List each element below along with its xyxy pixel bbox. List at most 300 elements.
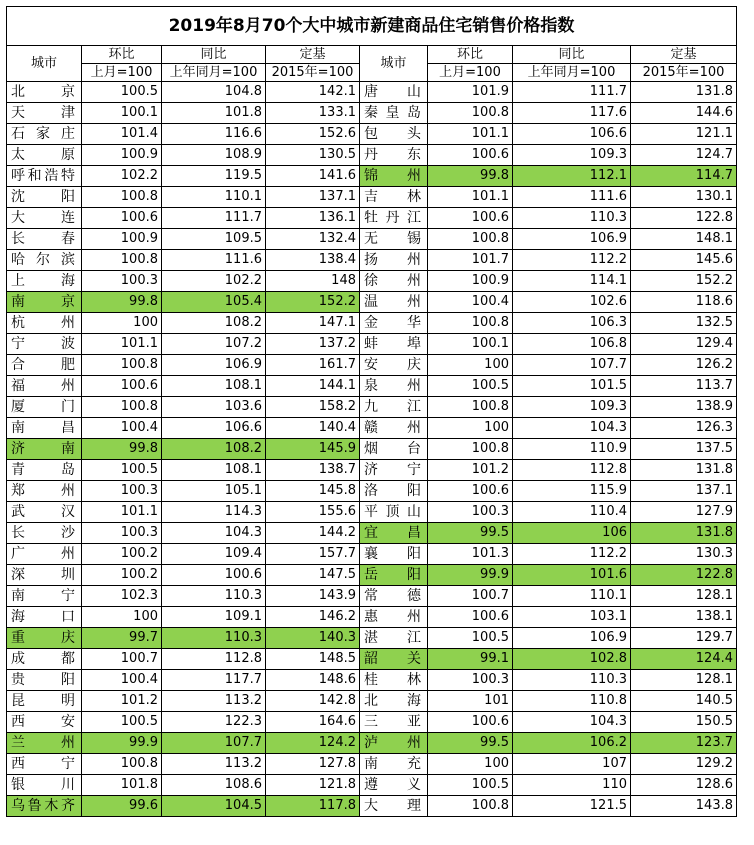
left-city-cell: 合肥 <box>7 355 82 376</box>
right-fixed-cell: 128.6 <box>631 775 737 796</box>
left-yoy-cell: 116.6 <box>162 124 266 145</box>
left-city-cell: 青岛 <box>7 460 82 481</box>
right-fixed-cell: 118.6 <box>631 292 737 313</box>
left-city-cell: 南宁 <box>7 586 82 607</box>
right-city-cell: 牡丹江 <box>360 208 428 229</box>
left-yoy-cell: 122.3 <box>162 712 266 733</box>
left-mom-cell: 100.8 <box>82 355 162 376</box>
left-yoy-cell: 106.9 <box>162 355 266 376</box>
yoy-header-left: 同比 <box>162 46 266 64</box>
left-fixed-cell: 148.6 <box>266 670 360 691</box>
right-fixed-cell: 124.7 <box>631 145 737 166</box>
right-fixed-cell: 128.1 <box>631 670 737 691</box>
right-fixed-cell: 129.4 <box>631 334 737 355</box>
table-row <box>7 649 737 670</box>
left-city-cell: 长春 <box>7 229 82 250</box>
right-city-cell: 赣州 <box>360 418 428 439</box>
left-city-cell: 昆明 <box>7 691 82 712</box>
right-mom-cell: 100.6 <box>428 607 513 628</box>
left-mom-cell: 101.1 <box>82 502 162 523</box>
right-yoy-cell: 110.4 <box>513 502 631 523</box>
left-mom-cell: 100.4 <box>82 670 162 691</box>
right-fixed-cell: 130.3 <box>631 544 737 565</box>
right-yoy-cell: 112.1 <box>513 166 631 187</box>
left-yoy-cell: 104.5 <box>162 796 266 817</box>
right-mom-cell: 101.2 <box>428 460 513 481</box>
right-yoy-cell: 106.8 <box>513 334 631 355</box>
left-city-cell: 海口 <box>7 607 82 628</box>
right-city-cell: 泸州 <box>360 733 428 754</box>
right-mom-cell: 100.8 <box>428 397 513 418</box>
left-city-cell: 沈阳 <box>7 187 82 208</box>
right-fixed-cell: 144.6 <box>631 103 737 124</box>
right-city-cell: 无锡 <box>360 229 428 250</box>
right-mom-cell: 100.8 <box>428 103 513 124</box>
right-city-cell: 襄阳 <box>360 544 428 565</box>
right-city-cell: 烟台 <box>360 439 428 460</box>
left-city-cell: 深圳 <box>7 565 82 586</box>
left-fixed-cell: 144.2 <box>266 523 360 544</box>
left-mom-cell: 101.4 <box>82 124 162 145</box>
table-row <box>7 523 737 544</box>
mom-header-left: 环比 <box>82 46 162 64</box>
left-city-cell: 广州 <box>7 544 82 565</box>
left-yoy-cell: 111.7 <box>162 208 266 229</box>
left-fixed-cell: 145.9 <box>266 439 360 460</box>
city-header-left: 城市 <box>7 46 82 82</box>
fixed-base-right: 2015年=100 <box>631 64 737 82</box>
left-yoy-cell: 103.6 <box>162 397 266 418</box>
left-mom-cell: 100.3 <box>82 481 162 502</box>
left-city-cell: 大连 <box>7 208 82 229</box>
right-city-cell: 湛江 <box>360 628 428 649</box>
left-mom-cell: 100.6 <box>82 208 162 229</box>
right-mom-cell: 100.5 <box>428 775 513 796</box>
left-mom-cell: 100.8 <box>82 250 162 271</box>
right-fixed-cell: 114.7 <box>631 166 737 187</box>
table-row <box>7 418 737 439</box>
right-fixed-cell: 145.6 <box>631 250 737 271</box>
right-yoy-cell: 121.5 <box>513 796 631 817</box>
right-yoy-cell: 106.3 <box>513 313 631 334</box>
right-yoy-cell: 112.2 <box>513 544 631 565</box>
right-yoy-cell: 110.1 <box>513 586 631 607</box>
right-city-cell: 三亚 <box>360 712 428 733</box>
left-mom-cell: 100.1 <box>82 103 162 124</box>
left-mom-cell: 100.8 <box>82 397 162 418</box>
price-index-sheet <box>6 6 737 817</box>
left-city-cell: 济南 <box>7 439 82 460</box>
right-city-cell: 丹东 <box>360 145 428 166</box>
left-fixed-cell: 146.2 <box>266 607 360 628</box>
table-row <box>7 481 737 502</box>
table-row <box>7 334 737 355</box>
left-city-cell: 长沙 <box>7 523 82 544</box>
fixed-header-left: 定基 <box>266 46 360 64</box>
left-mom-cell: 100.5 <box>82 460 162 481</box>
left-city-cell: 武汉 <box>7 502 82 523</box>
table-row <box>7 607 737 628</box>
left-yoy-cell: 108.2 <box>162 439 266 460</box>
left-city-cell: 太原 <box>7 145 82 166</box>
left-yoy-cell: 109.1 <box>162 607 266 628</box>
right-mom-cell: 100.8 <box>428 313 513 334</box>
right-fixed-cell: 138.1 <box>631 607 737 628</box>
left-city-cell: 石家庄 <box>7 124 82 145</box>
left-fixed-cell: 127.8 <box>266 754 360 775</box>
right-fixed-cell: 129.7 <box>631 628 737 649</box>
right-city-cell: 锦州 <box>360 166 428 187</box>
left-city-cell: 南京 <box>7 292 82 313</box>
right-mom-cell: 99.9 <box>428 565 513 586</box>
left-city-cell: 哈尔滨 <box>7 250 82 271</box>
left-city-cell: 呼和浩特 <box>7 166 82 187</box>
left-mom-cell: 101.1 <box>82 334 162 355</box>
right-fixed-cell: 143.8 <box>631 796 737 817</box>
left-city-cell: 兰州 <box>7 733 82 754</box>
right-yoy-cell: 103.1 <box>513 607 631 628</box>
left-fixed-cell: 148 <box>266 271 360 292</box>
left-fixed-cell: 137.1 <box>266 187 360 208</box>
left-yoy-cell: 102.2 <box>162 271 266 292</box>
left-city-cell: 宁波 <box>7 334 82 355</box>
right-city-cell: 惠州 <box>360 607 428 628</box>
right-mom-cell: 100.6 <box>428 712 513 733</box>
left-mom-cell: 100.9 <box>82 229 162 250</box>
left-yoy-cell: 104.3 <box>162 523 266 544</box>
right-city-cell: 大理 <box>360 796 428 817</box>
left-yoy-cell: 114.3 <box>162 502 266 523</box>
left-mom-cell: 99.8 <box>82 292 162 313</box>
left-fixed-cell: 136.1 <box>266 208 360 229</box>
table-row <box>7 733 737 754</box>
right-city-cell: 徐州 <box>360 271 428 292</box>
right-mom-cell: 101.9 <box>428 82 513 103</box>
left-city-cell: 西安 <box>7 712 82 733</box>
left-fixed-cell: 147.5 <box>266 565 360 586</box>
right-fixed-cell: 124.4 <box>631 649 737 670</box>
left-fixed-cell: 147.1 <box>266 313 360 334</box>
left-yoy-cell: 108.1 <box>162 376 266 397</box>
right-fixed-cell: 126.2 <box>631 355 737 376</box>
right-yoy-cell: 107.7 <box>513 355 631 376</box>
table-row <box>7 313 737 334</box>
right-fixed-cell: 140.5 <box>631 691 737 712</box>
right-yoy-cell: 101.5 <box>513 376 631 397</box>
right-fixed-cell: 132.5 <box>631 313 737 334</box>
left-yoy-cell: 109.5 <box>162 229 266 250</box>
left-city-cell: 北京 <box>7 82 82 103</box>
right-yoy-cell: 110.3 <box>513 670 631 691</box>
table-body <box>7 82 737 817</box>
left-fixed-cell: 155.6 <box>266 502 360 523</box>
table-row <box>7 292 737 313</box>
left-city-cell: 南昌 <box>7 418 82 439</box>
left-city-cell: 上海 <box>7 271 82 292</box>
right-city-cell: 九江 <box>360 397 428 418</box>
yoy-base-right: 上年同月=100 <box>513 64 631 82</box>
right-yoy-cell: 110.3 <box>513 208 631 229</box>
right-mom-cell: 99.8 <box>428 166 513 187</box>
right-fixed-cell: 121.1 <box>631 124 737 145</box>
table-row <box>7 628 737 649</box>
table-row <box>7 397 737 418</box>
table-row <box>7 229 737 250</box>
left-fixed-cell: 143.9 <box>266 586 360 607</box>
right-fixed-cell: 126.3 <box>631 418 737 439</box>
left-yoy-cell: 109.4 <box>162 544 266 565</box>
left-yoy-cell: 100.6 <box>162 565 266 586</box>
left-fixed-cell: 142.8 <box>266 691 360 712</box>
right-yoy-cell: 114.1 <box>513 271 631 292</box>
left-yoy-cell: 101.8 <box>162 103 266 124</box>
table-row <box>7 187 737 208</box>
left-city-cell: 厦门 <box>7 397 82 418</box>
left-yoy-cell: 110.1 <box>162 187 266 208</box>
left-fixed-cell: 158.2 <box>266 397 360 418</box>
yoy-header-right: 同比 <box>513 46 631 64</box>
left-yoy-cell: 110.3 <box>162 628 266 649</box>
right-fixed-cell: 131.8 <box>631 82 737 103</box>
right-fixed-cell: 137.5 <box>631 439 737 460</box>
left-yoy-cell: 107.7 <box>162 733 266 754</box>
right-yoy-cell: 106.2 <box>513 733 631 754</box>
price-index-table <box>6 6 737 817</box>
right-city-cell: 吉林 <box>360 187 428 208</box>
right-yoy-cell: 110.8 <box>513 691 631 712</box>
right-fixed-cell: 138.9 <box>631 397 737 418</box>
right-mom-cell: 100.9 <box>428 271 513 292</box>
left-fixed-cell: 130.5 <box>266 145 360 166</box>
right-yoy-cell: 104.3 <box>513 712 631 733</box>
table-row <box>7 586 737 607</box>
left-yoy-cell: 108.9 <box>162 145 266 166</box>
right-yoy-cell: 109.3 <box>513 397 631 418</box>
right-mom-cell: 100.8 <box>428 229 513 250</box>
right-city-cell: 桂林 <box>360 670 428 691</box>
right-mom-cell: 100 <box>428 355 513 376</box>
right-yoy-cell: 110.9 <box>513 439 631 460</box>
table-row <box>7 355 737 376</box>
left-mom-cell: 100.5 <box>82 712 162 733</box>
right-fixed-cell: 150.5 <box>631 712 737 733</box>
left-mom-cell: 100 <box>82 607 162 628</box>
left-fixed-cell: 145.8 <box>266 481 360 502</box>
right-fixed-cell: 148.1 <box>631 229 737 250</box>
left-city-cell: 天津 <box>7 103 82 124</box>
right-city-cell: 遵义 <box>360 775 428 796</box>
right-mom-cell: 100.3 <box>428 670 513 691</box>
table-row <box>7 376 737 397</box>
right-fixed-cell: 137.1 <box>631 481 737 502</box>
left-yoy-cell: 119.5 <box>162 166 266 187</box>
right-mom-cell: 100.6 <box>428 145 513 166</box>
left-mom-cell: 99.9 <box>82 733 162 754</box>
left-fixed-cell: 141.6 <box>266 166 360 187</box>
left-city-cell: 成都 <box>7 649 82 670</box>
mom-header-right: 环比 <box>428 46 513 64</box>
left-fixed-cell: 137.2 <box>266 334 360 355</box>
right-mom-cell: 99.1 <box>428 649 513 670</box>
right-city-cell: 包头 <box>360 124 428 145</box>
right-fixed-cell: 127.9 <box>631 502 737 523</box>
right-mom-cell: 100 <box>428 754 513 775</box>
right-mom-cell: 100.4 <box>428 292 513 313</box>
right-mom-cell: 99.5 <box>428 523 513 544</box>
left-fixed-cell: 148.5 <box>266 649 360 670</box>
right-city-cell: 北海 <box>360 691 428 712</box>
left-fixed-cell: 161.7 <box>266 355 360 376</box>
right-mom-cell: 100.6 <box>428 208 513 229</box>
left-yoy-cell: 108.2 <box>162 313 266 334</box>
right-fixed-cell: 131.8 <box>631 523 737 544</box>
left-mom-cell: 100.8 <box>82 187 162 208</box>
right-mom-cell: 99.5 <box>428 733 513 754</box>
table-row <box>7 145 737 166</box>
mom-base-right: 上月=100 <box>428 64 513 82</box>
right-yoy-cell: 102.8 <box>513 649 631 670</box>
table-title: 2019年8月70个大中城市新建商品住宅销售价格指数 <box>7 7 737 46</box>
right-city-cell: 秦皇岛 <box>360 103 428 124</box>
left-mom-cell: 100.2 <box>82 544 162 565</box>
left-yoy-cell: 107.2 <box>162 334 266 355</box>
right-city-cell: 温州 <box>360 292 428 313</box>
right-yoy-cell: 104.3 <box>513 418 631 439</box>
left-yoy-cell: 106.6 <box>162 418 266 439</box>
right-fixed-cell: 113.7 <box>631 376 737 397</box>
right-city-cell: 泉州 <box>360 376 428 397</box>
right-mom-cell: 100.8 <box>428 796 513 817</box>
right-fixed-cell: 122.8 <box>631 208 737 229</box>
right-fixed-cell: 131.8 <box>631 460 737 481</box>
table-row <box>7 712 737 733</box>
left-yoy-cell: 105.4 <box>162 292 266 313</box>
left-yoy-cell: 110.3 <box>162 586 266 607</box>
right-mom-cell: 101.3 <box>428 544 513 565</box>
left-fixed-cell: 133.1 <box>266 103 360 124</box>
right-mom-cell: 100.6 <box>428 481 513 502</box>
left-city-cell: 贵阳 <box>7 670 82 691</box>
right-fixed-cell: 123.7 <box>631 733 737 754</box>
left-fixed-cell: 140.3 <box>266 628 360 649</box>
left-fixed-cell: 164.6 <box>266 712 360 733</box>
right-city-cell: 韶关 <box>360 649 428 670</box>
left-mom-cell: 100.8 <box>82 754 162 775</box>
right-city-cell: 洛阳 <box>360 481 428 502</box>
table-row <box>7 439 737 460</box>
left-yoy-cell: 108.6 <box>162 775 266 796</box>
left-mom-cell: 100.6 <box>82 376 162 397</box>
city-header-right: 城市 <box>360 46 428 82</box>
right-yoy-cell: 109.3 <box>513 145 631 166</box>
left-yoy-cell: 117.7 <box>162 670 266 691</box>
table-row <box>7 754 737 775</box>
right-yoy-cell: 111.6 <box>513 187 631 208</box>
left-mom-cell: 100.5 <box>82 82 162 103</box>
left-city-cell: 西宁 <box>7 754 82 775</box>
left-mom-cell: 101.8 <box>82 775 162 796</box>
right-fixed-cell: 152.2 <box>631 271 737 292</box>
left-mom-cell: 100.7 <box>82 649 162 670</box>
right-yoy-cell: 117.6 <box>513 103 631 124</box>
left-yoy-cell: 105.1 <box>162 481 266 502</box>
left-city-cell: 杭州 <box>7 313 82 334</box>
left-fixed-cell: 117.8 <box>266 796 360 817</box>
left-fixed-cell: 138.7 <box>266 460 360 481</box>
left-city-cell: 银川 <box>7 775 82 796</box>
right-mom-cell: 100.5 <box>428 376 513 397</box>
right-fixed-cell: 130.1 <box>631 187 737 208</box>
left-fixed-cell: 121.8 <box>266 775 360 796</box>
right-yoy-cell: 112.8 <box>513 460 631 481</box>
left-mom-cell: 100.4 <box>82 418 162 439</box>
left-city-cell: 福州 <box>7 376 82 397</box>
left-mom-cell: 99.8 <box>82 439 162 460</box>
yoy-base-left: 上年同月=100 <box>162 64 266 82</box>
left-yoy-cell: 112.8 <box>162 649 266 670</box>
table-row <box>7 775 737 796</box>
left-mom-cell: 99.7 <box>82 628 162 649</box>
table-row <box>7 502 737 523</box>
left-fixed-cell: 157.7 <box>266 544 360 565</box>
right-city-cell: 唐山 <box>360 82 428 103</box>
left-mom-cell: 100.3 <box>82 523 162 544</box>
table-row <box>7 460 737 481</box>
right-city-cell: 岳阳 <box>360 565 428 586</box>
left-fixed-cell: 152.2 <box>266 292 360 313</box>
left-mom-cell: 102.2 <box>82 166 162 187</box>
right-yoy-cell: 106.9 <box>513 628 631 649</box>
table-row <box>7 166 737 187</box>
right-city-cell: 平顶山 <box>360 502 428 523</box>
right-yoy-cell: 102.6 <box>513 292 631 313</box>
left-fixed-cell: 140.4 <box>266 418 360 439</box>
right-city-cell: 南充 <box>360 754 428 775</box>
table-row <box>7 250 737 271</box>
right-city-cell: 济宁 <box>360 460 428 481</box>
right-mom-cell: 101.7 <box>428 250 513 271</box>
table-row <box>7 565 737 586</box>
left-fixed-cell: 132.4 <box>266 229 360 250</box>
mom-base-left: 上月=100 <box>82 64 162 82</box>
left-fixed-cell: 124.2 <box>266 733 360 754</box>
left-city-cell: 乌鲁木齐 <box>7 796 82 817</box>
left-yoy-cell: 104.8 <box>162 82 266 103</box>
right-fixed-cell: 128.1 <box>631 586 737 607</box>
right-city-cell: 宜昌 <box>360 523 428 544</box>
table-row <box>7 796 737 817</box>
left-fixed-cell: 144.1 <box>266 376 360 397</box>
right-city-cell: 常德 <box>360 586 428 607</box>
table-row <box>7 544 737 565</box>
right-yoy-cell: 101.6 <box>513 565 631 586</box>
left-yoy-cell: 113.2 <box>162 691 266 712</box>
table-row <box>7 208 737 229</box>
right-city-cell: 金华 <box>360 313 428 334</box>
right-mom-cell: 101.1 <box>428 187 513 208</box>
left-yoy-cell: 108.1 <box>162 460 266 481</box>
table-row <box>7 82 737 103</box>
left-mom-cell: 101.2 <box>82 691 162 712</box>
table-row <box>7 691 737 712</box>
right-mom-cell: 100.8 <box>428 439 513 460</box>
left-fixed-cell: 142.1 <box>266 82 360 103</box>
right-mom-cell: 101 <box>428 691 513 712</box>
left-city-cell: 重庆 <box>7 628 82 649</box>
left-mom-cell: 100.3 <box>82 271 162 292</box>
left-mom-cell: 100 <box>82 313 162 334</box>
right-yoy-cell: 111.7 <box>513 82 631 103</box>
